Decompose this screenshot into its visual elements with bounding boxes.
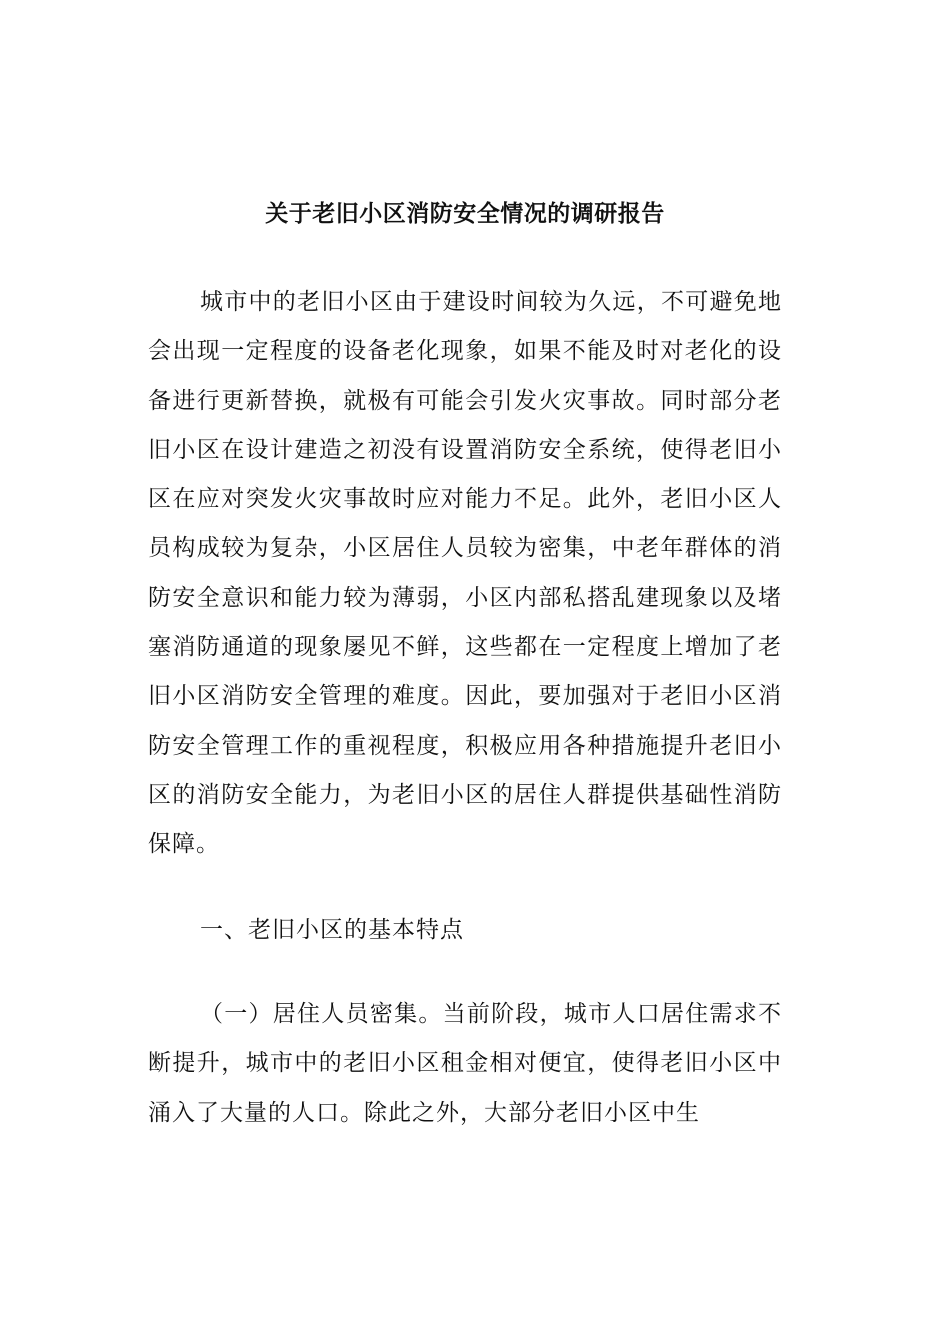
section-heading: 一、老旧小区的基本特点: [200, 917, 464, 943]
document-title: 关于老旧小区消防安全情况的调研报告: [265, 201, 665, 227]
intro-paragraph: 城市中的老旧小区由于建设时间较为久远，不可避免地会出现一定程度的设备老化现象，如果不能及时对老化的设备进行更新替换，就极有可能会引发火灾事故。同时部分老旧小区在设计建造之初没有设置消防安全系统，使得老旧小区在应对突发火灾事故时应对能力不足。此外，老旧小区人员构成较为复杂，小区居住人员较为密集，中老年群体的消防安全意识和能力较为薄弱，小区内部私搭乱建现象以及堵塞消防通道的现象屡见不鲜，这些都在一定程度上增加了老旧小区消防安全管理的难度。因此，要加强对于老旧小区消防安全管理工作的重视程度，积极应用各种措施提升老旧小区的消防安全能力，为老旧小区的居住人群提供基础性消防保障。: [148, 289, 782, 858]
subsection-paragraph: （一）居住人员密集。当前阶段，城市人口居住需求不断提升，城市中的老旧小区租金相对便宜，使得老旧小区中涌入了大量的人口。除此之外，大部分老旧小区中生: [148, 1001, 782, 1126]
